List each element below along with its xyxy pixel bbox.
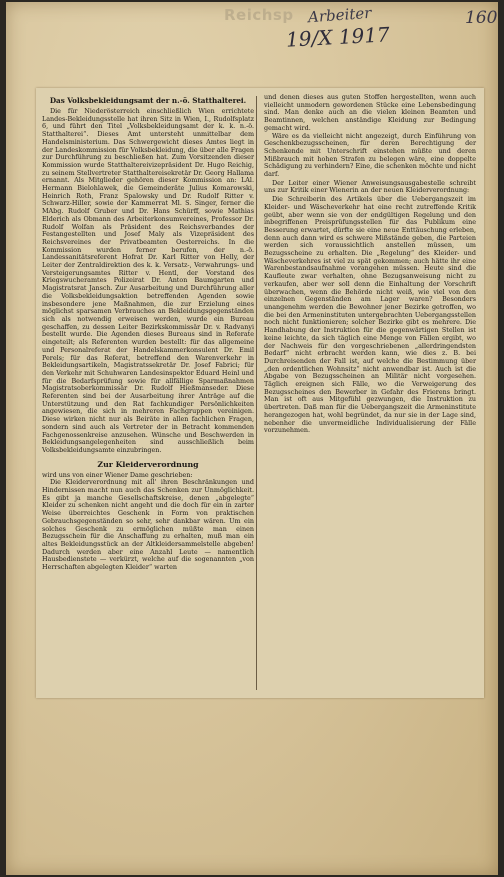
article-paragraph: Die Schreiberin des Artikels über die Uebergangszeit im Kleider- und Wäscheverkehr hat eine recht zutreffende Kritik geübt, aber wenn sie von der endgültigen Regelung und den inbegriffenen Preisprüfungsstellen für das Publikum eine Besserung erwartet, dürfte sie eine neue Enttäuschung erleben, denn auch dann wird es schwere Mißstände geben, die Parteien werden sich voraussichtlich anstellen müssen, um Bezugsscheine zu erhalten. Die „Regelung“ des Kleider- und Wäscheverkehres ist viel zu spät gekommen; auch hätte ihr eine Warenbestandsaufnahme vorangehen müssen. Heute sind die Kaufleute zwar verhalten, ohne Bezugsanweisung nicht zu verkaufen, aber wer soll denn die Einhaltung der Vorschrift überwachen, wenn die Behörde nicht weiß, wie viel von den einzelnen Gegenständen am Lager waren? Besonders unangenehm werden die Bewohner jener Bezirke getroffen, wo die bei den Armeninstituten untergebrachten Uebergangsstellen noch nicht funktionieren; solcher Bezirke gibt es mehrere. Die Handhabung der Instruktion für die gegenwärtigen Stellen ist keine leichte, da sich täglich eine Menge von Fällen ergibt, wo der Nachweis für den vorgeschriebenen „allerdringendsten Bedarf“ nicht erbracht werden kann, wie dies z. B. bei Durchreisenden der Fall ist, auf welche die Bestimmung über „den ordentlichen Wohnsitz“ nicht anwendbar ist. Auch ist die Abgabe von Bezugsscheinen an Militär nicht vorgesehen. Täglich ereignen sich Fälle, wo die Verweigerung des Bezugsscheines den Bewerber in Gefahr des Frierens bringt. Man ist oft aus Mitgefühl gezwungen, die Instruktion zu übertreten. Daß man für die Uebergangszeit die Armeninstitute herangezogen hat, wohl begründet, da nur sie in der Lage sind, nebenher die unvermeidliche Individualisierung der Fälle vorzunehmen. xyxy=(264,195,476,435)
article-paragraph: Wäre es da vielleicht nicht angezeigt, durch Einführung von Geschenkbezugsscheinen, für deren Berechtigung der Schenkende mit Unterschrift einstehen müßte und deren Mißbrauch mit hohen Strafen zu belegen wäre, eine doppelte Schädigung zu verhindern? Eine, die schenken möchte und nicht darf. xyxy=(264,131,476,179)
handwritten-date: 19/X 1917 xyxy=(285,22,391,52)
faded-stamp: Reichsp xyxy=(224,6,294,24)
newspaper-clipping xyxy=(36,88,484,698)
handwritten-page-number: 160 xyxy=(465,8,498,28)
right-column xyxy=(264,94,476,436)
article-headline: Das Volksbekleidungsamt der n.-ö. Statthalterei. xyxy=(49,96,247,105)
column-divider xyxy=(256,96,257,690)
left-column xyxy=(42,94,254,573)
handwritten-source-note: Arbeiter xyxy=(307,3,372,27)
article-paragraph: Der Leiter einer Wiener Anweisungsausgabestelle schreibt uns zur Kritik einer Wienerin an der neuen Kleiderverordnung: xyxy=(264,178,476,195)
archive-sheet xyxy=(6,2,498,875)
article-intro: wird uns von einer Wiener Dame geschrieben: xyxy=(42,470,193,479)
article-paragraph: und denen dieses aus guten Stoffen hergestellten, wenn auch vielleicht unmodern gewordenen Stücke eine Lebensbedingung sind. Man denke auch an die vielen kleinen Beamten und Beamtinnen, welchen anständige Kleidung zur Bedingung gemacht wird. xyxy=(264,93,476,132)
article-headline: Zur Kleiderverordnung xyxy=(97,459,199,469)
article-paragraph: Die Kleiderverordnung mit all' ihren Beschränkungen und Hindernissen macht nun auch das Schenken zur Unmöglichkeit. Es gibt ja manche Gesellschaftskreise, denen „abgelegte“ Kleider zu schenken nicht angeht und die doch für ein in zarter Weise überreichtes Geschenk in Form von praktischen Gebrauchsgegenständen so sehr, sehr dankbar wären. Um ein solches Geschenk zu ermöglichen müßte man einen Bezugsschein für die Anschaffung zu erhalten, muß man ein altes Bekleidungsstück an der Altkleidersammelstelle abgeben! Dadurch werden aber eine Anzahl Leute — namentlich Hausbedienstete — verkürzt, welche auf die sogenannten „von Herrschaften abgelegten Kleider“ warten xyxy=(42,478,254,572)
article-paragraph: Die für Niederösterreich einschließlich Wien errichtete Landes-Bekleidungsstelle hat ihren Sitz in Wien, I., Rudolfsplatz 6, und führt den Titel „Volksbekleidungsamt der k. k. n.-ö. Statthalterei“. Dieses Amt untersteht unmittelbar dem Handelsministerium. Das Schwergewicht dieses Amtes liegt in der Landeskommission für Volksbekleidung, die über alle Fragen zur Durchführung zu beschließen hat. Zum Vorsitzenden dieser Kommission wurde Statthaltereivizepräsident Dr. Hugo Reichig, zu seinem Stellvertreter Statthaltereisekretär Dr. Georg Hallama ernannt. Als Mitglieder gehören dieser Kommission an: LAl. Hermann Bielohlawek, die Gemeinderäte Julius Komarowski, Heinrich Roth, Franz Spalowsky und Dr. Rudolf Ritter v. Schwarz-Hiller, sowie der Kammerrat Ml. S. Singer, ferner die MAbg. Rudolf Gruber und Dr. Hans Schürff, sowie Mathias Elderich als Obmann des Arbeiterkonsumvereines, Professor Dr. Rudolf Wolfan als Präsident des Reichsverbandes der Festangestellten und Josef Maly als Vizepräsident des Reichsvereines der Privatbeamten Oesterreichs. In die Kommission wurden ferner berufen, der n.-ö. Landessanitätsreferent Hofrat Dr. Karl Ritter von Helly, der Leiter der Zentraldirektion des k. k. Versatz-, Verwahrungs- und Versteigerungsamtes Ritter v. Hentl, der Vorstand des Kriegswucheramtes Polizeirat Dr. Anton Baumgarten und Magistratsrat Jansch. Zur Ausarbeitung und Durchführung aller die Volksbekleidungsaktion betreffenden Agenden sowie insbesondere jene Maßnahmen, die zur Erzielung eines möglichst sparsamen Verbrauches an Bekleidungsgegenständen sich als notwendig erweisen werden, wurde ein Bureau geschaffen, zu dessen Leiter Bezirkskommissär Dr. v. Radvanyi bestellt wurde. Die Agenden dieses Bureaus sind in Referate eingeteilt; als Referenten wurden bestellt: für das allgemeine und Personalreferat der Handelskammerkonsulent Dr. Emil Perels; für das Referat, betreffend den Warenverkehr in Bekleidungsartikeln, Magistratssekretär Dr. Josef Fabrici; für den Verkehr mit Schuhwaren Landesinspektor Eduard Heinl und für die Bedarfsprüfung sowie für allfällige Sparmaßnahmen Magistratsoberkommissär Dr. Rudolf Hießmanseder. Diese Referenten sind bei der Ausarbeitung ihrer Anträge auf die Unterstützung und den Rat fachkundiger Persönlichkeiten angewiesen, die sich in mehreren Fachgruppen vereinigen. Diese wirken nicht nur als Beiräte in allen fachlichen Fragen, sondern sind auch als Vertreter der in Betracht kommenden Fachgenossenkreise anzusehen. Wünsche und Beschwerden in Bekleidungsangelegenheiten sind ausschließlich beim Volksbekleidungsamte einzubringen. xyxy=(42,107,254,454)
